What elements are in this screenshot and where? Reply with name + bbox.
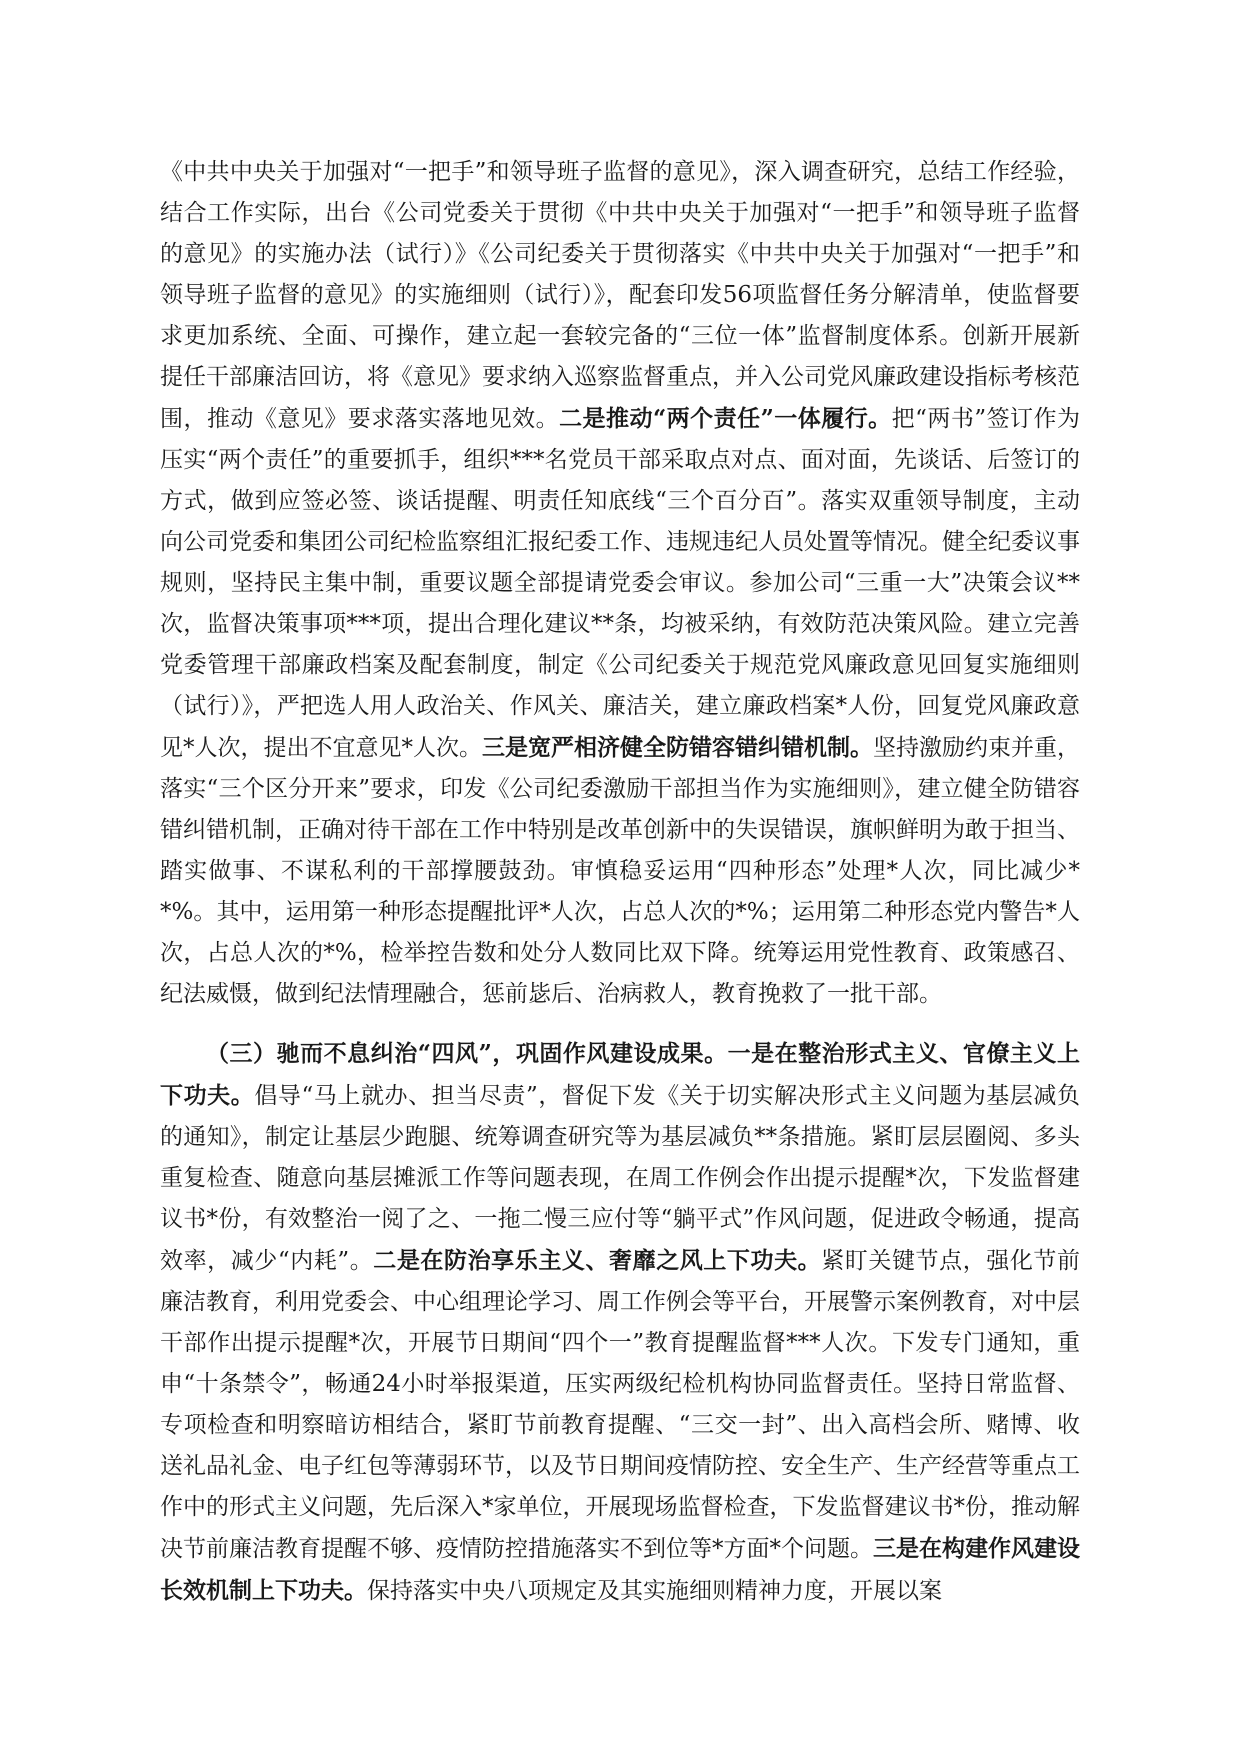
paragraph-supervision — [160, 152, 1080, 1015]
paragraph-text: 坚持激励约束并重，落实“三个区分开来”要求，印发《公司纪委激励干部担当作为实施细则》，建立健全防错容错纠错机制，正确对待干部在工作中特别是改革创新中的失误错误，旗帜鲜明为敢于担当、踏实做事、不谋私利的干部撑腰鼓劲。审慎稳妥运用“四种形态”处理*人次，同比减少**%。其中，运用第一种形态提醒批评*人次，占总人次的*%；运用第二种形态党内警告*人次，占总人次的*%，检举控告数和处分人数同比双下降。统筹运用党性教育、政策感召、纪法威慑，做到纪法情理融合，惩前毖后、治病救人，教育挽救了一批干部。 — [160, 735, 1080, 1007]
section-heading-hedonism: 二是在防治享乐主义、奢靡之风上下功夫。 — [373, 1247, 822, 1274]
section-heading-error-tolerance: 三是宽严相济健全防错容错纠错机制。 — [482, 734, 873, 761]
paragraph-text: 保持落实中央八项规定及其实施细则精神力度，开展以案 — [367, 1578, 942, 1604]
section-heading-two-responsibilities: 二是推动“两个责任”一体履行。 — [559, 405, 892, 432]
paragraph-text: 把“两书”签订作为压实“两个责任”的重要抓手，组织***名党员干部采取点对点、面对面，先谈话、后签订的方式，做到应签必签、谈话提醒、明责任知底线“三个百分百”。落实双重领导制度，主动向公司党委和集团公司纪检监察组汇报纪委工作、违规违纪人员处置等情况。健全纪委议事规则，坚持民主集中制，重要议题全部提请党委会审议。参加公司“三重一大”决策会议**次，监督决策事项***项，提出合理化建议**条，均被采纳，有效防范决策风险。建立完善党委管理干部廉政档案及配套制度，制定《公司纪委关于规范党风廉政意见回复实施细则（试行）》，严把选人用人政治关、作风关、廉洁关，建立廉政档案*人份，回复党风廉政意见*人次，提出不宜意见*人次。 — [160, 406, 1080, 761]
section-heading-four-winds: （三）驰而不息纠治“四风”，巩固作风建设成果。一是在整治形式主义、官僚主义上下功夫。 — [160, 1040, 1080, 1109]
paragraph-text: 紧盯关键节点，强化节前廉洁教育，利用党委会、中心组理论学习、周工作例会等平台，开展警示案例教育，对中层干部作出提示提醒*次，开展节日期间“四个一”教育提醒监督***人次。下发专门通知，重申“十条禁令”，畅通24小时举报渠道，压实两级纪检机构协同监督责任。坚持日常监督、专项检查和明察暗访相结合，紧盯节前教育提醒、“三交一封”、出入高档会所、赌博、收送礼品礼金、电子红包等薄弱环节，以及节日期间疫情防控、安全生产、生产经营等重点工作中的形式主义问题，先后深入*家单位，开展现场监督检查，下发监督建议书*份，推动解决节前廉洁教育提醒不够、疫情防控措施落实不到位等*方面*个问题。 — [160, 1248, 1080, 1562]
paragraph-text: 倡导“马上就办、担当尽责”，督促下发《关于切实解决形式主义问题为基层减负的通知》，制定让基层少跑腿、统筹调查研究等为基层减负**条措施。紧盯层层圈阅、多头重复检查、随意向基层摊派工作等问题表现，在周工作例会作出提示提醒*次，下发监督建议书*份，有效整治一阅了之、一拖二慢三应付等“躺平式”作风问题，促进政令畅通，提高效率，减少“内耗”。 — [160, 1083, 1080, 1274]
paragraph-four-winds — [160, 1033, 1080, 1612]
document-page — [160, 152, 1080, 1612]
paragraph-text: 《中共中央关于加强对“一把手”和领导班子监督的意见》，深入调查研究，总结工作经验，结合工作实际，出台《公司党委关于贯彻《中共中央关于加强对“一把手”和领导班子监督的意见》的实施办法（试行）》《公司纪委关于贯彻落实《中共中央关于加强对“一把手”和领导班子监督的意见》的实施细则（试行）》，配套印发56项监督任务分解清单，使监督要求更加系统、全面、可操作，建立起一套较完备的“三位一体”监督制度体系。创新开展新提任干部廉洁回访，将《意见》要求纳入巡察监督重点，并入公司党风廉政建设指标考核范围，推动《意见》要求落实落地见效。 — [160, 159, 1080, 432]
section-heading-long-term-mechanism: 三是在构建作风建设长效机制上下功夫。 — [160, 1535, 1080, 1604]
